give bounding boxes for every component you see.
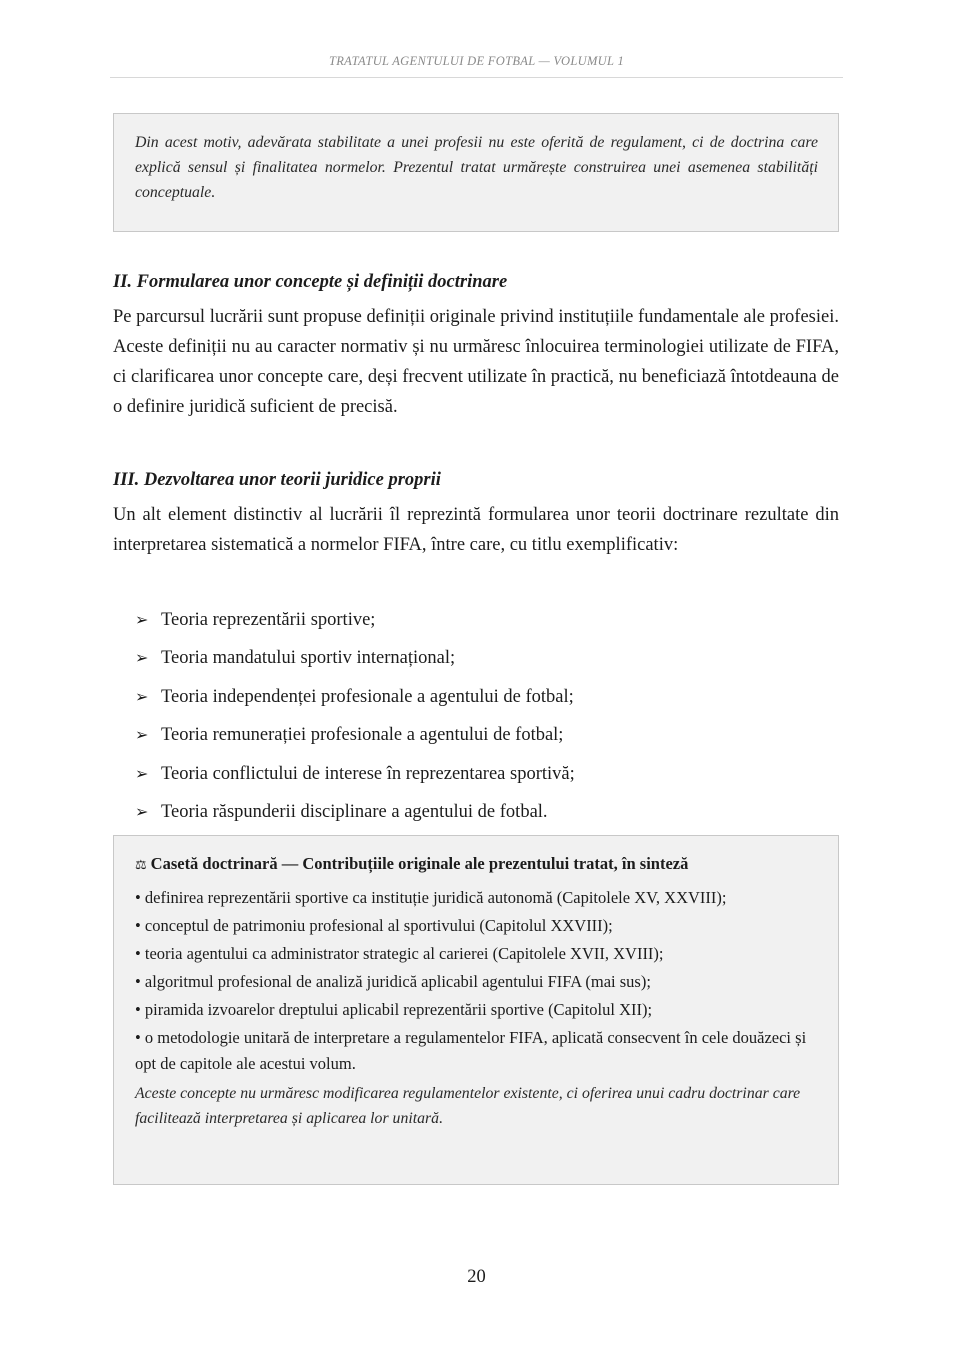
scales-icon: ⚖ xyxy=(135,858,147,873)
list-item: • algoritmul profesional de analiză juridică aplicabil agentului FIFA (mai sus); xyxy=(135,972,651,991)
arrow-bullet-icon: ➢ xyxy=(135,610,149,629)
section-2-heading: II. Formularea unor concepte și definiții doctrinare xyxy=(113,272,508,292)
list-item: • conceptul de patrimoniu profesional al sportivului (Capitolul XXVIII); xyxy=(135,916,613,935)
list-item xyxy=(135,680,835,718)
section-3-heading: III. Dezvoltarea unor teorii juridice proprii xyxy=(113,470,441,490)
section-3-body: Un alt element distinctiv al lucrării îl reprezintă formularea unor teorii doctrinare rezultate din interpretarea sistematică a normelor FIFA, între care, cu titlu exemplificativ: xyxy=(113,505,839,555)
arrow-bullet-icon: ➢ xyxy=(135,801,149,821)
running-header: TRATATUL AGENTULUI DE FOTBAL — VOLUMUL 1 xyxy=(328,54,624,68)
list-item-text: Teoria remunerației profesionale a agentului de fotbal; xyxy=(161,725,564,746)
list-item-text: Teoria mandatului sportiv internațional; xyxy=(161,648,456,669)
doctrinal-box xyxy=(113,835,839,1185)
list-item-text: Teoria reprezentării sportive; xyxy=(161,610,376,630)
section-2-body: Pe parcursul lucrării sunt propuse definiții originale privind instituțiile fundamentale ale profesiei. Aceste definiții nu au caracter normativ și nu urmăresc înlocuirea terminologiei utilizate de FIFA, ci clarificarea unor concepte care, deși frecvent utilizate în practică, nu beneficiază întotdeauna de o definire juridică suficient de precisă. xyxy=(113,307,839,417)
theories-list xyxy=(135,603,835,833)
page-number: 20 xyxy=(467,1267,486,1287)
list-item xyxy=(135,641,835,679)
doctrinal-box-title-text: Casetă doctrinară — Contribuțiile originale ale prezentului tratat, în sinteză xyxy=(150,854,689,873)
list-item: • teoria agentului ca administrator strategic al carierei (Capitolele XVII, XVIII); xyxy=(135,944,664,963)
contributions-list xyxy=(135,885,818,1077)
list-item-text: Teoria independenței profesionale a agentului de fotbal; xyxy=(161,686,574,707)
list-item xyxy=(135,795,835,833)
doctrinal-box-note: Aceste concepte nu urmăresc modificarea regulamentelor existente, ci oferirea unui cadru doctrinar care facilitează interpretarea și aplicarea lor unitară. xyxy=(135,1085,801,1127)
intro-quote-box xyxy=(113,113,839,232)
arrow-bullet-icon: ➢ xyxy=(135,763,149,783)
list-item-text: Teoria răspunderii disciplinare a agentului de fotbal. xyxy=(161,801,548,822)
list-item xyxy=(135,757,835,795)
list-item xyxy=(135,718,835,756)
list-item: • definirea reprezentării sportive ca instituție juridică autonomă (Capitolele XV, XXVIII); xyxy=(135,888,727,907)
list-item xyxy=(135,603,835,641)
arrow-bullet-icon: ➢ xyxy=(135,648,149,668)
header-divider xyxy=(110,77,843,78)
list-item: • piramida izvoarelor dreptului aplicabil reprezentării sportive (Capitolul XII); xyxy=(135,1000,653,1019)
arrow-bullet-icon: ➢ xyxy=(135,686,149,706)
intro-quote-text: Din acest motiv, adevărata stabilitate a unei profesii nu este oferită de regulament, ci de doctrina care explică sensul și finalitatea normelor. Prezentul tratat urmărește construirea unei asemenea stabilități conceptuale. xyxy=(135,134,818,201)
arrow-bullet-icon: ➢ xyxy=(135,725,149,745)
list-item-text: Teoria conflictului de interese în reprezentarea sportivă; xyxy=(161,763,575,784)
list-item: • o metodologie unitară de interpretare a regulamentelor FIFA, aplicată consecvent în cele douăzeci și opt de capitole ale acestui volum. xyxy=(135,1028,807,1073)
doctrinal-box-title xyxy=(135,851,818,879)
